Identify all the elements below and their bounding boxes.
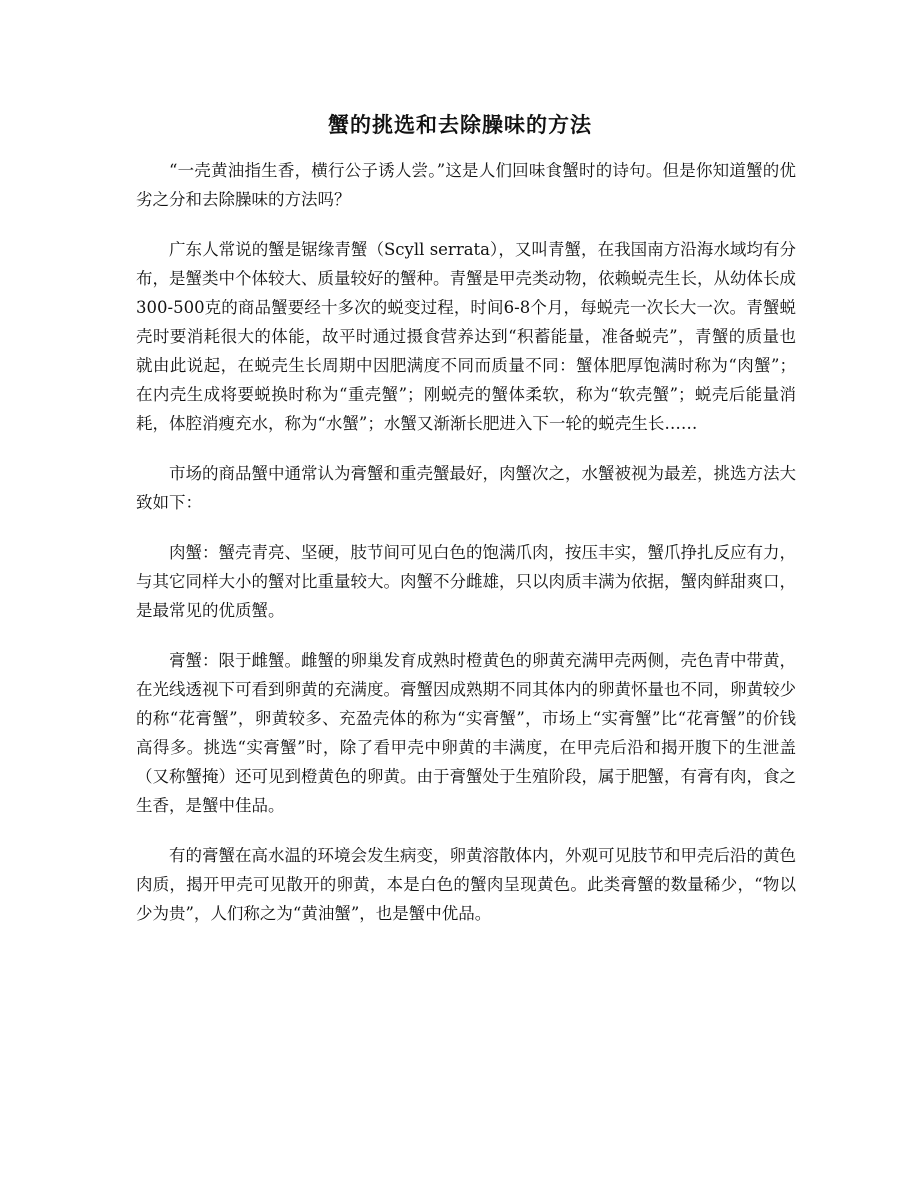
document-body xyxy=(136,156,796,949)
paragraph-market-selection: 市场的商品蟹中通常认为膏蟹和重壳蟹最好，肉蟹次之，水蟹被视为最差，挑选方法大致如下： xyxy=(136,464,796,512)
paragraph-roe-crab: 膏蟹：限于雌蟹。雌蟹的卵巢发育成熟时橙黄色的卵黄充满甲壳两侧，壳色青中带黄，在光线透视下可看到卵黄的充满度。膏蟹因成熟期不同其体内的卵黄怀量也不同，卵黄较少的称“花膏蟹”，卵黄较多、充盈壳体的称为“实膏蟹”，市场上“实膏蟹”比“花膏蟹”的价钱高得多。挑选“实膏蟹”时，除了看甲壳中卵黄的丰满度，在甲壳后沿和揭开腹下的生泄盖（又称蟹掩）还可见到橙黄色的卵黄。由于膏蟹处于生殖阶段，属于肥蟹，有膏有肉，食之生香，是蟹中佳品。 xyxy=(136,651,796,815)
paragraph-green-crab: 广东人常说的蟹是锯缘青蟹（Scyll serrata），又叫青蟹，在我国南方沿海水域均有分布，是蟹类中个体较大、质量较好的蟹种。青蟹是甲壳类动物，依赖蜕壳生长，从幼体长成300-500克的商品蟹要经十多次的蜕变过程，时间6-8个月，每蜕壳一次长大一次。青蟹蜕壳时要消耗很大的体能，故平时通过摄食营养达到“积蓄能量，准备蜕壳”，青蟹的质量也就由此说起，在蜕壳生长周期中因肥满度不同而质量不同：蟹体肥厚饱满时称为“肉蟹”；在内壳生成将要蜕换时称为“重壳蟹”；刚蜕壳的蟹体柔软，称为“软壳蟹”；蜕壳后能量消耗，体腔消瘦充水，称为“水蟹”；水蟹又渐渐长肥进入下一轮的蜕壳生长…… xyxy=(136,240,796,433)
paragraph-meat-crab: 肉蟹：蟹壳青亮、坚硬，肢节间可见白色的饱满爪肉，按压丰实，蟹爪挣扎反应有力，与其它同样大小的蟹对比重量较大。肉蟹不分雌雄，只以肉质丰满为依据，蟹肉鲜甜爽口，是最常见的优质蟹。 xyxy=(136,543,796,620)
paragraph-butter-crab: 有的膏蟹在高水温的环境会发生病变，卵黄溶散体内，外观可见肢节和甲壳后沿的黄色肉质，揭开甲壳可见散开的卵黄，本是白色的蟹肉呈现黄色。此类膏蟹的数量稀少，“物以少为贵”，人们称之为“黄油蟹”，也是蟹中优品。 xyxy=(136,846,796,923)
document-title: 蟹的挑选和去除臊味的方法 xyxy=(328,112,592,137)
paragraph-intro: “一壳黄油指生香，横行公子诱人尝。”这是人们回味食蟹时的诗句。但是你知道蟹的优劣之分和去除臊味的方法吗？ xyxy=(136,161,796,209)
